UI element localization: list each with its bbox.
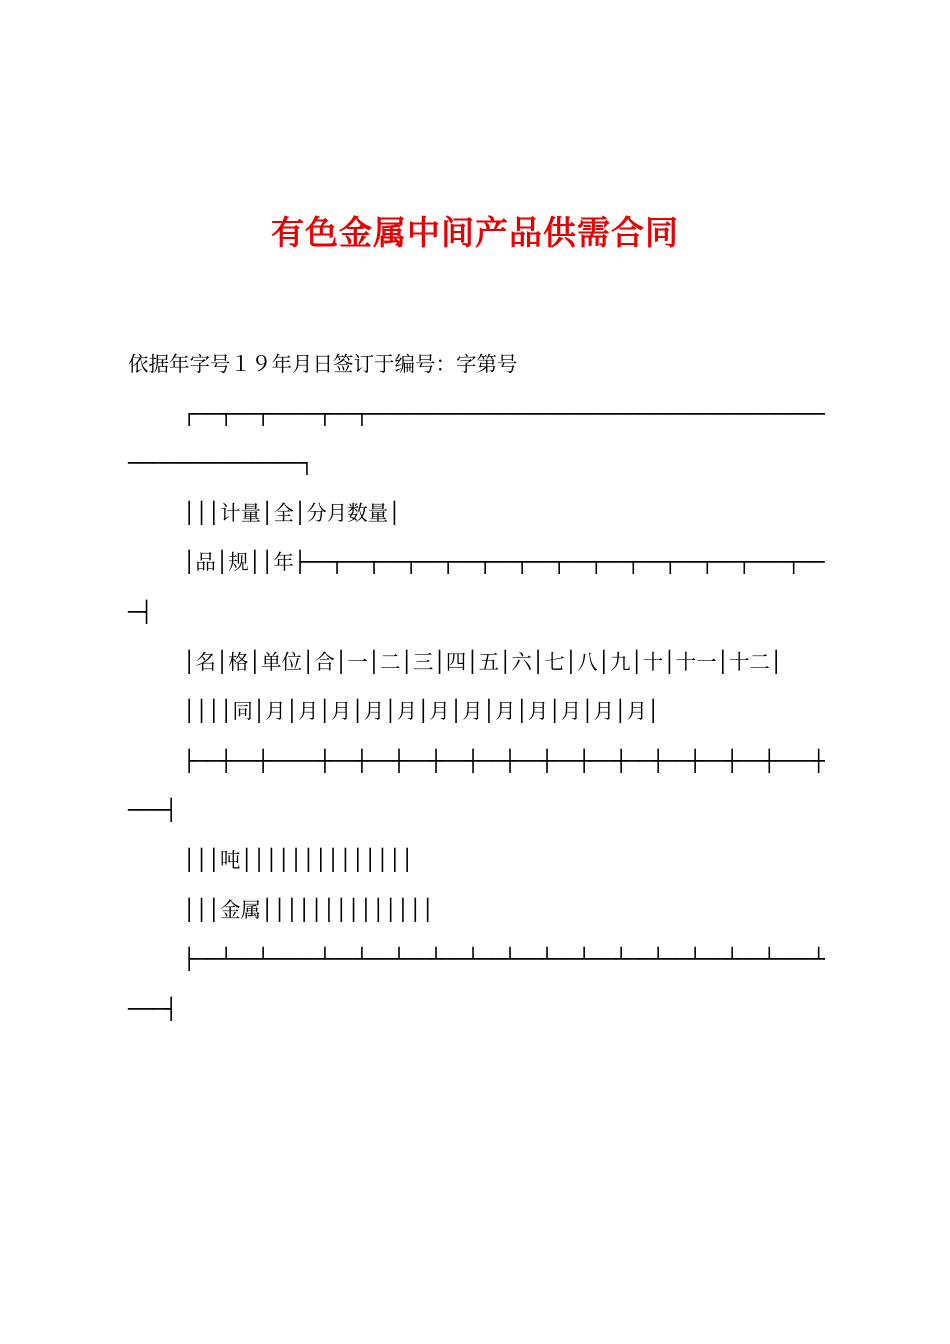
- table-line: │品│规││年├──┬──┬──┬──┬──┬──┬──┬──┬──┬──┬──┬──┬───┬───┤: [128, 550, 825, 624]
- document-title: 有色金属中间产品供需合同: [271, 213, 679, 252]
- table-line: ││││同│月│月│月│月│月│月│月│月│月│月│月│月│: [183, 699, 660, 724]
- table-line: │││金属││││││││││││││: [183, 897, 434, 922]
- table-line: ┌──┬──┬────┬──┬───────────────────────────────────────────────────┐: [128, 401, 825, 476]
- table-line: │││计量│全│分月数量│: [183, 500, 401, 525]
- table-line: │││吨││││││││││││││: [183, 847, 414, 872]
- intro-line: 依据年字号１９年月日签订于编号：字第号: [128, 352, 518, 376]
- table-line: ├──┴──┴────┴──┴──┴──┴──┴──┴──┴──┴──┴──┴──┴──┴──┴───┴───┤: [128, 947, 825, 1021]
- document-body: [128, 340, 833, 1034]
- table-line: ├──┼──┼────┼──┼──┼──┼──┼──┼──┼──┼──┼──┼──┼──┼──┼───┼───┤: [128, 748, 825, 823]
- table-line: │名│格│单位│合│一│二│三│四│五│六│七│八│九│十│十一│十二│: [183, 649, 783, 674]
